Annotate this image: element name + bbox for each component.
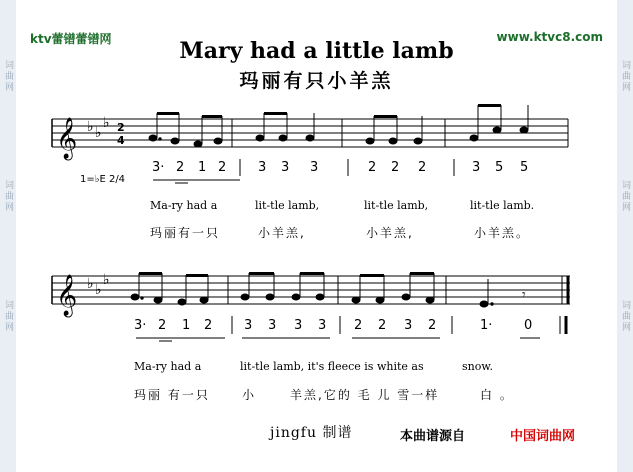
jianpu-note: 3· <box>134 318 147 333</box>
lyric-english: Ma-ry had a <box>134 360 202 373</box>
jianpu-note: 2 <box>218 160 227 175</box>
lyric-english: snow. <box>462 360 493 373</box>
jianpu-note: 3 <box>258 160 267 175</box>
right-watermark-text: 词曲网 <box>620 180 630 213</box>
flat-icon: ♭ <box>87 119 94 135</box>
staff-2 <box>52 276 570 304</box>
jianpu-bars-2 <box>136 316 566 341</box>
jianpu-note: 1 <box>182 318 191 333</box>
site-url-right: www.ktvc8.com <box>496 30 603 44</box>
left-watermark-text: 词曲网 <box>3 60 13 93</box>
right-watermark-text: 词曲网 <box>620 300 630 333</box>
jianpu-note: 2 <box>418 160 427 175</box>
jianpu-note: 3 <box>310 160 319 175</box>
flat-icon: ♭ <box>95 125 102 141</box>
jianpu-note: 2 <box>391 160 400 175</box>
flat-icon: ♭ <box>87 276 94 292</box>
jianpu-note: 3 <box>244 318 253 333</box>
jianpu-note: 0 <box>524 318 533 333</box>
jianpu-note: 3 <box>268 318 277 333</box>
lyric-english: lit-tle lamb, <box>364 199 429 212</box>
lyric-chinese: 羊羔,它的 毛 儿 雪一样 <box>290 388 440 402</box>
key-signature-label: 1=♭E 2/4 <box>80 174 126 185</box>
jianpu-note: 2 <box>378 318 387 333</box>
flat-icon: ♭ <box>103 115 110 131</box>
staff-1 <box>52 119 568 147</box>
lyric-chinese: 小羊羔, <box>366 226 414 240</box>
treble-clef-icon: 𝄞 <box>56 275 78 316</box>
lyric-chinese: 小羊羔。 <box>474 226 531 240</box>
flat-icon: ♭ <box>103 272 110 288</box>
lyric-english: lit-tle lamb. <box>470 199 535 212</box>
jianpu-note: 5 <box>495 160 504 175</box>
jianpu-note: 2 <box>204 318 213 333</box>
time-signature-top: 2 <box>117 121 125 134</box>
jianpu-note: 2 <box>158 318 167 333</box>
jianpu-note: 2 <box>354 318 363 333</box>
jianpu-note: 3 <box>281 160 290 175</box>
song-title-chinese: 玛丽有只小羊羔 <box>239 70 394 92</box>
jianpu-note: 3 <box>472 160 481 175</box>
jianpu-note: 1· <box>480 318 493 333</box>
lyric-english: Ma-ry had a <box>150 199 218 212</box>
song-title-english: Mary had a little lamb <box>179 38 454 64</box>
flat-icon: ♭ <box>95 282 102 298</box>
jianpu-note: 2 <box>368 160 377 175</box>
site-name-left: ktv蕾镨蕾镨网 <box>30 32 112 46</box>
source-label: 本曲谱源自 <box>400 429 466 444</box>
lyric-chinese: 小 <box>242 388 257 402</box>
eighth-rest-icon: 𝄾 <box>522 287 526 303</box>
lyric-chinese: 白 。 <box>480 388 514 402</box>
right-watermark-text: 词曲网 <box>620 60 630 93</box>
lyric-chinese: 玛丽 有一只 <box>134 388 210 402</box>
time-signature-bottom: 4 <box>117 134 125 147</box>
jianpu-note: 3 <box>294 318 303 333</box>
jianpu-note: 3· <box>152 160 165 175</box>
jianpu-note: 2 <box>176 160 185 175</box>
jianpu-note: 3 <box>404 318 413 333</box>
treble-clef-icon: 𝄞 <box>56 118 78 159</box>
jianpu-note: 2 <box>428 318 437 333</box>
arranger-credit: jingfu 制谱 <box>270 425 353 441</box>
lyric-english: lit-tle lamb, <box>255 199 320 212</box>
lyric-chinese: 玛丽有一只 <box>150 226 221 240</box>
jianpu-note: 1 <box>198 160 207 175</box>
left-watermark-text: 词曲网 <box>3 300 13 333</box>
left-watermark-text: 词曲网 <box>3 180 13 213</box>
jianpu-note: 5 <box>520 160 529 175</box>
source-site-name: 中国词曲网 <box>510 429 576 444</box>
jianpu-note: 3 <box>318 318 327 333</box>
lyric-chinese: 小羊羔, <box>258 226 306 240</box>
lyric-english: lit-tle lamb, it's fleece is white as <box>240 360 424 373</box>
